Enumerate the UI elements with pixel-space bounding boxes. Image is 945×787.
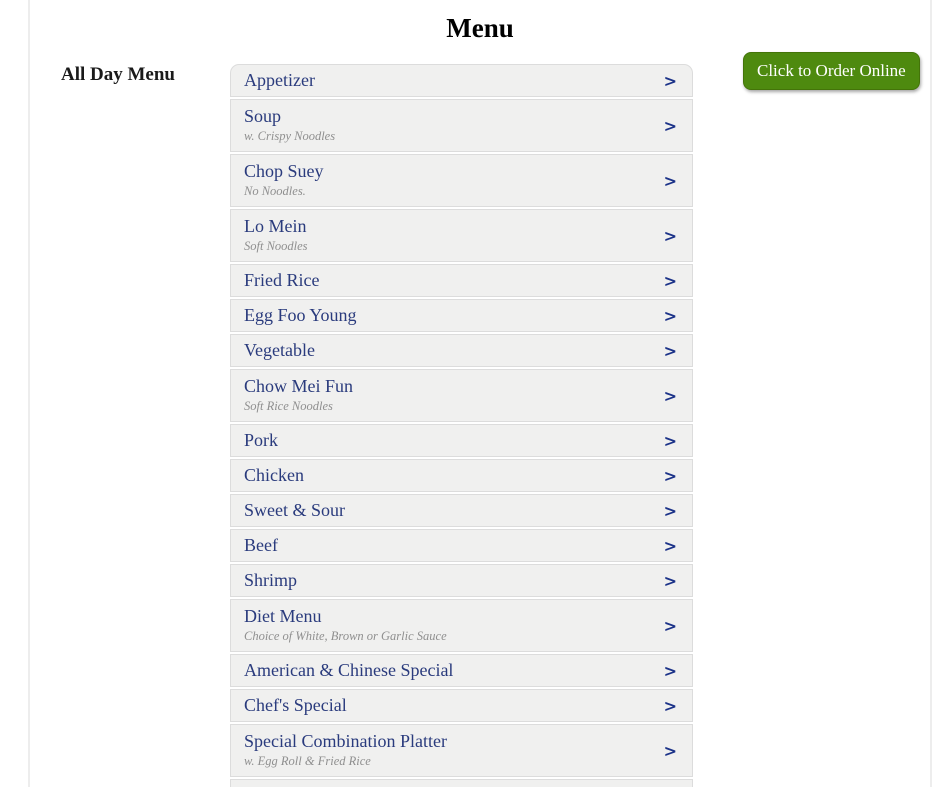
category-row[interactable] bbox=[230, 494, 693, 527]
chevron-right-icon: > bbox=[663, 501, 677, 520]
chevron-right-icon: > bbox=[663, 616, 677, 635]
category-row[interactable] bbox=[230, 99, 693, 152]
category-title: Diet Menu bbox=[244, 606, 322, 627]
category-subtitle: Soft Noodles bbox=[244, 239, 308, 254]
category-title: Soup bbox=[244, 106, 282, 127]
category-subtitle: w. Crispy Noodles bbox=[244, 129, 336, 144]
category-subtitle: Choice of White, Brown or Garlic Sauce bbox=[244, 629, 447, 644]
category-row[interactable] bbox=[230, 64, 693, 97]
chevron-right-icon: > bbox=[663, 696, 677, 715]
category-title: Beef bbox=[244, 535, 278, 556]
category-row[interactable] bbox=[230, 424, 693, 457]
chevron-right-icon: > bbox=[663, 431, 677, 450]
category-title: American & Chinese Special bbox=[244, 660, 454, 681]
chevron-right-icon: > bbox=[663, 226, 677, 245]
category-subtitle: No Noodles. bbox=[244, 184, 306, 199]
category-row[interactable] bbox=[230, 689, 693, 722]
chevron-right-icon: > bbox=[663, 741, 677, 760]
category-subtitle: Soft Rice Noodles bbox=[244, 399, 333, 414]
chevron-right-icon: > bbox=[663, 116, 677, 135]
category-title: Shrimp bbox=[244, 570, 298, 591]
chevron-right-icon: > bbox=[663, 661, 677, 680]
category-row[interactable] bbox=[230, 264, 693, 297]
order-online-button[interactable]: Click to Order Online bbox=[743, 52, 920, 90]
category-row[interactable] bbox=[230, 529, 693, 562]
category-title: Chef's Special bbox=[244, 695, 347, 716]
category-row[interactable] bbox=[230, 724, 693, 777]
chevron-right-icon: > bbox=[663, 571, 677, 590]
category-row[interactable] bbox=[230, 299, 693, 332]
chevron-right-icon: > bbox=[663, 536, 677, 555]
category-title: Appetizer bbox=[244, 70, 315, 91]
page-title: Menu bbox=[446, 13, 514, 43]
chevron-right-icon: > bbox=[663, 306, 677, 325]
category-row[interactable] bbox=[230, 654, 693, 687]
chevron-right-icon: > bbox=[663, 271, 677, 290]
chevron-right-icon: > bbox=[663, 171, 677, 190]
category-row[interactable] bbox=[230, 459, 693, 492]
chevron-right-icon: > bbox=[663, 466, 677, 485]
category-row[interactable] bbox=[230, 334, 693, 367]
category-subtitle: w. Egg Roll & Fried Rice bbox=[244, 754, 371, 769]
category-row[interactable] bbox=[230, 599, 693, 652]
chevron-right-icon: > bbox=[663, 341, 677, 360]
category-title: Chop Suey bbox=[244, 161, 324, 182]
category-title: Egg Foo Young bbox=[244, 305, 357, 326]
category-title: Chicken bbox=[244, 465, 304, 486]
chevron-right-icon: > bbox=[663, 71, 677, 90]
category-title: Pork bbox=[244, 430, 279, 451]
category-row[interactable] bbox=[230, 154, 693, 207]
category-row[interactable] bbox=[230, 564, 693, 597]
category-title: Sweet & Sour bbox=[244, 500, 345, 521]
category-rows bbox=[230, 64, 693, 777]
category-title: Vegetable bbox=[244, 340, 315, 361]
chevron-right-icon: > bbox=[663, 386, 677, 405]
category-title: Chow Mei Fun bbox=[244, 376, 354, 397]
category-title: Special Combination Platter bbox=[244, 731, 447, 752]
category-list bbox=[230, 64, 693, 787]
page-container bbox=[28, 0, 932, 787]
section-title: All Day Menu bbox=[61, 64, 175, 85]
category-title: Lo Mein bbox=[244, 216, 307, 237]
category-row-partial[interactable] bbox=[230, 779, 693, 787]
category-row[interactable] bbox=[230, 209, 693, 262]
category-title: Fried Rice bbox=[244, 270, 320, 291]
category-row[interactable] bbox=[230, 369, 693, 422]
